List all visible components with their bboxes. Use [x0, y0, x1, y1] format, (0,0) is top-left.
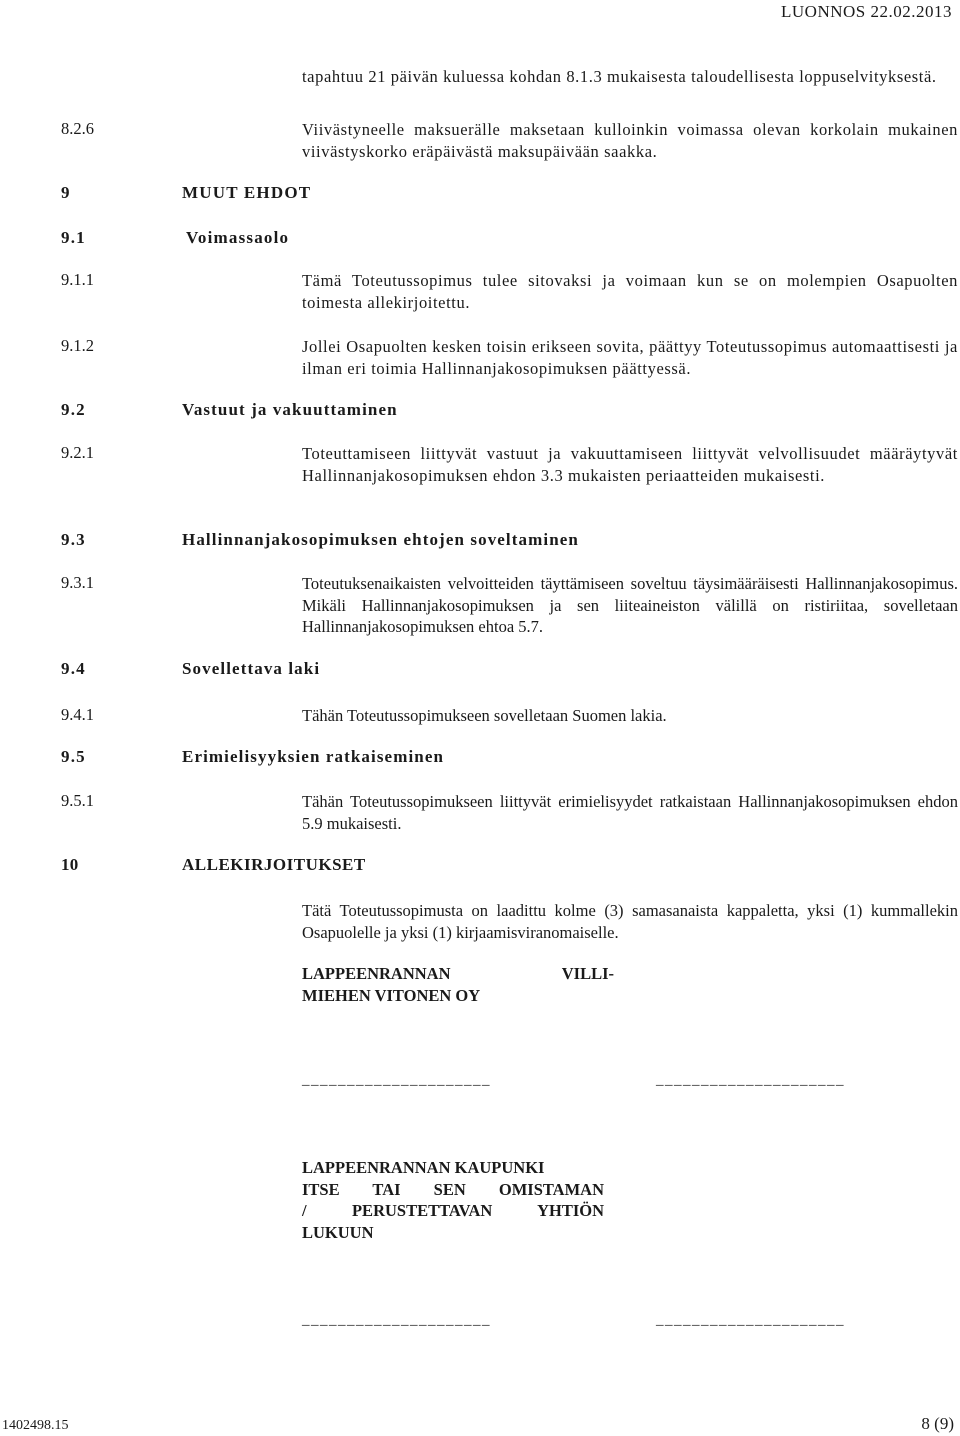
party-1-name-line-1: LAPPEENRANNAN VILLI- [302, 964, 614, 983]
section-number-9-3: 9.3 [61, 530, 86, 549]
section-title-9-3: Hallinnanjakosopimuksen ehtojen soveltaminen [182, 530, 579, 549]
clause-text-9-2-1: Toteuttamiseen liittyvät vastuut ja vakuuttamiseen liittyvät velvollisuudet määräytyvät Hallinnanjakosopimuksen ehdon 3.3 mukaisten periaatteiden mukaisesti. [302, 444, 958, 485]
signature-line-party-1-left: _____________________ [302, 1072, 491, 1088]
section-number-9-4: 9.4 [61, 659, 86, 678]
top-paragraph: tapahtuu 21 päivän kuluessa kohdan 8.1.3 mukaisesta taloudellisesta loppuselvityksestä. [302, 67, 937, 86]
signing-paragraph: Tätä Toteutussopimusta on laadittu kolme (3) samasanaista kappaletta, yksi (1) kummallekin Osapuolelle ja yksi (1) kirjaamisviranomaiselle. [302, 901, 958, 942]
section-number-10: 10 [61, 855, 79, 874]
clause-text-9-5-1: Tähän Toteutussopimukseen liittyvät erimielisyydet ratkaistaan Hallinnanjakosopimuksen ehdon 5.9 mukaisesti. [302, 792, 958, 833]
party-2-name [302, 1157, 604, 1243]
section-number-9-1: 9.1 [61, 228, 86, 247]
clause-text-9-3-1: Toteutuksenaikaisten velvoitteiden täyttämiseen soveltuu täysimääräisesti Hallinnanjakosopimus. Mikäli Hallinnanjakosopimuksen ja sen liiteaineiston välillä on ristiriitaa, sovelletaan Hallinnanjakosopimuksen ehtoa 5.7. [302, 574, 958, 636]
draft-date-header: LUONNOS 22.02.2013 [781, 2, 952, 21]
section-title-9-5: Erimielisyyksien ratkaiseminen [182, 747, 445, 766]
section-title-10: ALLEKIRJOITUKSET [182, 855, 366, 874]
section-number-9-2: 9.2 [61, 400, 86, 419]
clause-text-9-1-2: Jollei Osapuolten kesken toisin erikseen sovita, päättyy Toteutussopimus automaattisesti ja ilman eri toimia Hallinnanjakosopimuksen päättyessä. [302, 337, 958, 378]
section-title-9-2: Vastuut ja vakuuttaminen [182, 400, 398, 419]
party-2-name-line-2: ITSE TAI SEN OMISTAMAN [302, 1179, 604, 1199]
clause-number-9-2-1: 9.2.1 [61, 443, 94, 462]
clause-text-9-1-1: Tämä Toteutussopimus tulee sitovaksi ja voimaan kun se on molempien Osapuolten toimesta allekirjoitettu. [302, 271, 958, 312]
party-1-name [302, 963, 614, 1006]
clause-number-9-3-1: 9.3.1 [61, 573, 94, 592]
page-number: 8 (9) [921, 1414, 954, 1433]
clause-number-8-2-6: 8.2.6 [61, 119, 94, 138]
signature-line-party-2-right: _____________________ [656, 1312, 845, 1328]
clause-text-9-4-1: Tähän Toteutussopimukseen sovelletaan Suomen lakia. [302, 706, 667, 725]
document-id: 1402498.15 [2, 1418, 69, 1433]
clause-number-9-4-1: 9.4.1 [61, 705, 94, 724]
clause-number-9-1-1: 9.1.1 [61, 270, 94, 289]
section-title-9: MUUT EHDOT [182, 183, 312, 202]
clause-text-8-2-6: Viivästyneelle maksuerälle maksetaan kulloinkin voimassa olevan korkolain mukainen viivästyskorko eräpäivästä maksupäivään saakka. [302, 120, 958, 161]
section-number-9-5: 9.5 [61, 747, 86, 766]
party-1-name-line-2: MIEHEN VITONEN OY [302, 985, 481, 1005]
clause-number-9-5-1: 9.5.1 [61, 791, 94, 810]
section-title-9-4: Sovellettava laki [182, 659, 321, 678]
party-2-name-line-1: LAPPEENRANNAN KAUPUNKI [302, 1158, 545, 1177]
signature-line-party-1-right: _____________________ [656, 1072, 845, 1088]
section-title-9-1: Voimassaolo [186, 228, 290, 247]
section-number-9: 9 [61, 183, 71, 202]
clause-number-9-1-2: 9.1.2 [61, 336, 94, 355]
party-2-name-line-4: LUKUUN [302, 1222, 374, 1242]
party-2-name-line-3: / PERUSTETTAVAN YHTIÖN [302, 1201, 604, 1220]
signature-line-party-2-left: _____________________ [302, 1312, 491, 1328]
